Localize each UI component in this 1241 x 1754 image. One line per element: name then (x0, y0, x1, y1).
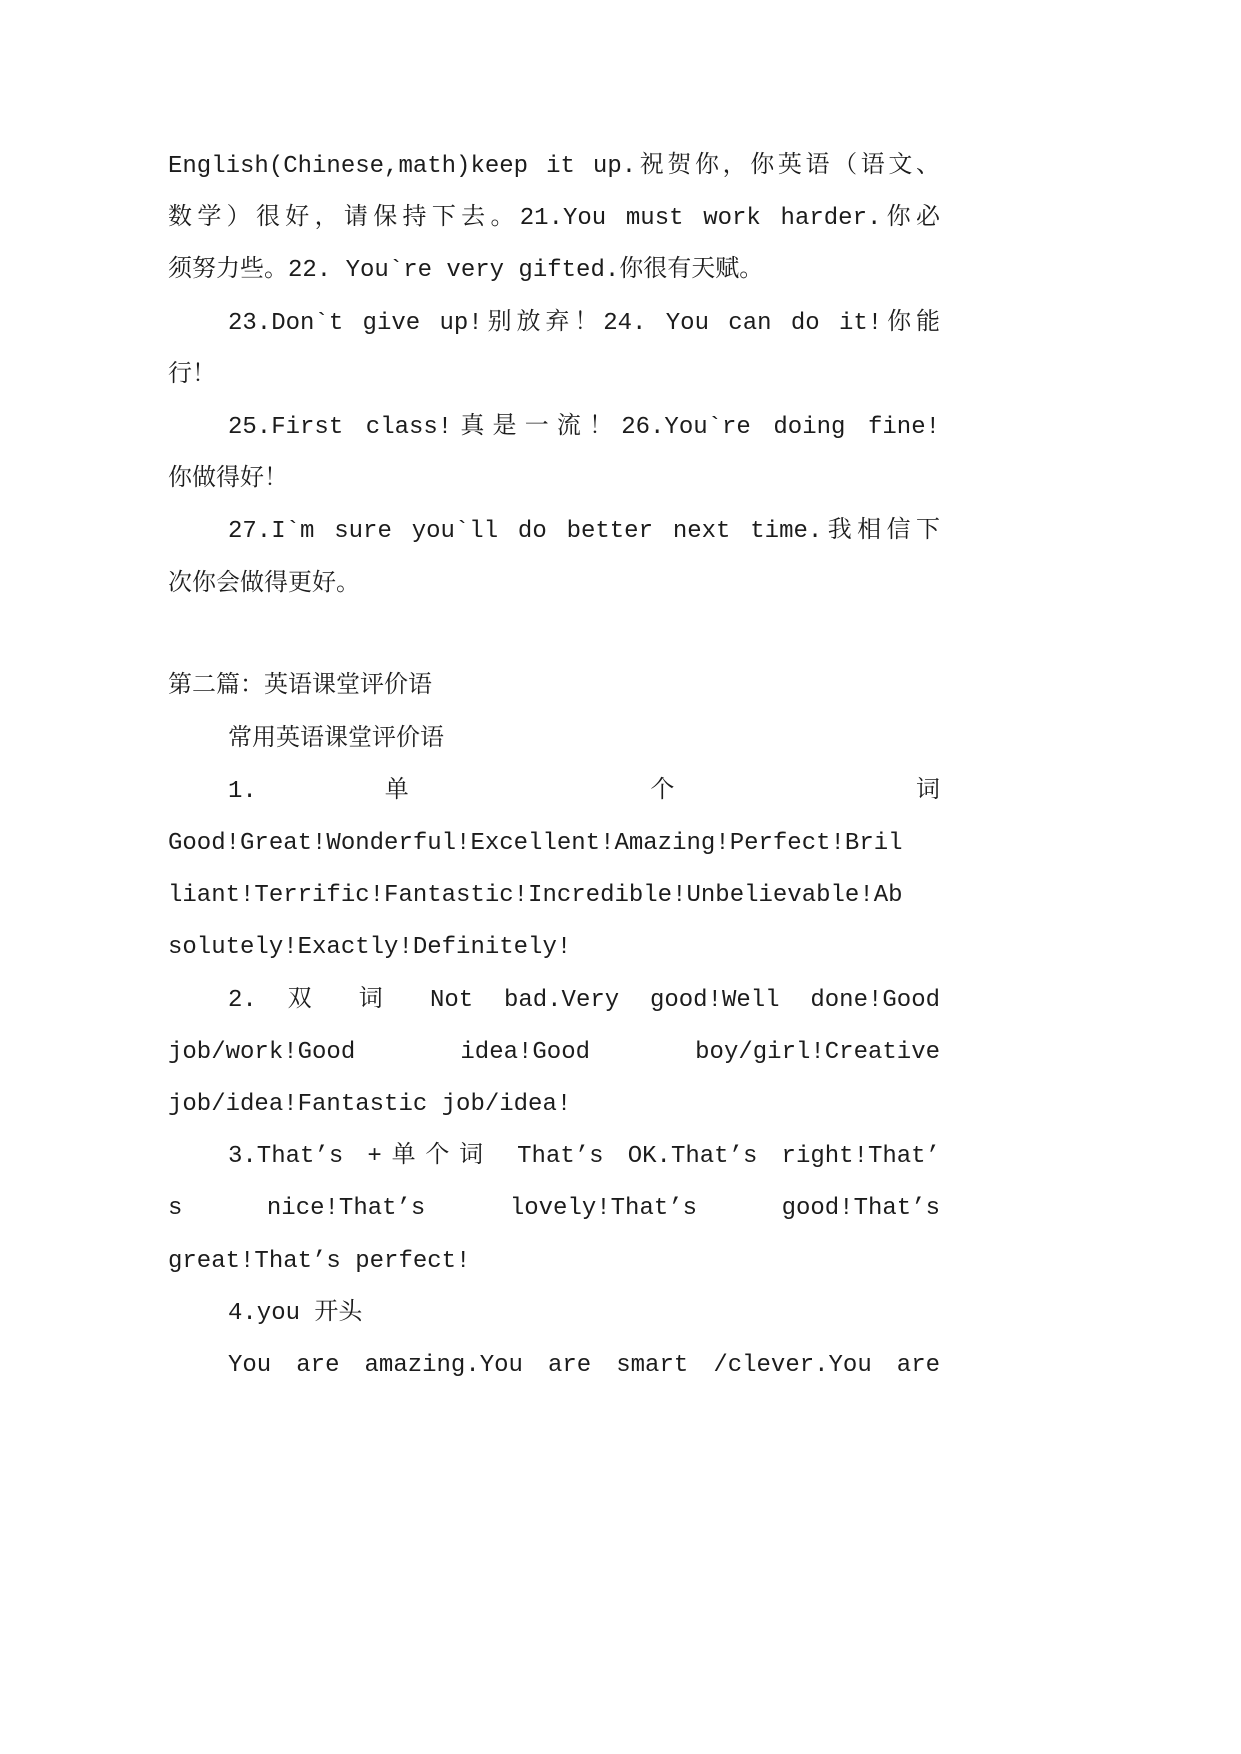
text-line: liant!Terrific!Fantastic!Incredible!Unbelievable!Ab (168, 882, 903, 910)
text-line: job/work!Good idea!Good boy/girl!Creative (168, 1038, 940, 1066)
section-title: 第二篇：英语课堂评价语 (168, 673, 432, 701)
text-line: job/idea!Fantastic job/idea! (168, 1090, 572, 1118)
text-line: You are amazing.You are smart /clever.You are (228, 1351, 940, 1379)
text-line: great!That’s perfect! (168, 1247, 471, 1275)
text-line: 25.First class!真是一流！26.You`re doing fine! (228, 413, 940, 441)
text-line: Good!Great!Wonderful!Excellent!Amazing!Perfect!Bril (168, 830, 903, 858)
text-line: English(Chinese,math)keep it up.祝贺你，你英语（语文、 (168, 153, 940, 180)
list-item-heading: 3.That’s +单个词 That’s OK.That’s right!That’ (228, 1143, 940, 1171)
list-item-heading: 1. 单 个 词 (228, 777, 940, 805)
text-line: 数学）很好，请保持下去。21.You must work harder.你必 (168, 205, 940, 233)
text-line: solutely!Exactly!Definitely! (168, 934, 572, 962)
text-line: 你做得好！ (168, 466, 288, 494)
text-line: 23.Don`t give up!别放弃！24. You can do it!你能 (228, 309, 940, 337)
list-item-heading: 2. 双 词 Not bad.Very good!Well done!Good (228, 986, 940, 1014)
list-item-heading: 4.you 开头 (228, 1299, 363, 1327)
section-subtitle: 常用英语课堂评价语 (228, 725, 444, 753)
text-line: 次你会做得更好。 (168, 570, 360, 598)
text-line: s nice!That’s lovely!That’s good!That’s (168, 1195, 940, 1223)
text-line: 27.I`m sure you`ll do better next time.我相信下 (228, 518, 940, 546)
text-line: 行！ (168, 361, 216, 389)
text-line: 须努力些。22. You`re very gifted.你很有天赋。 (168, 257, 764, 285)
paragraph-gap (168, 611, 940, 662)
